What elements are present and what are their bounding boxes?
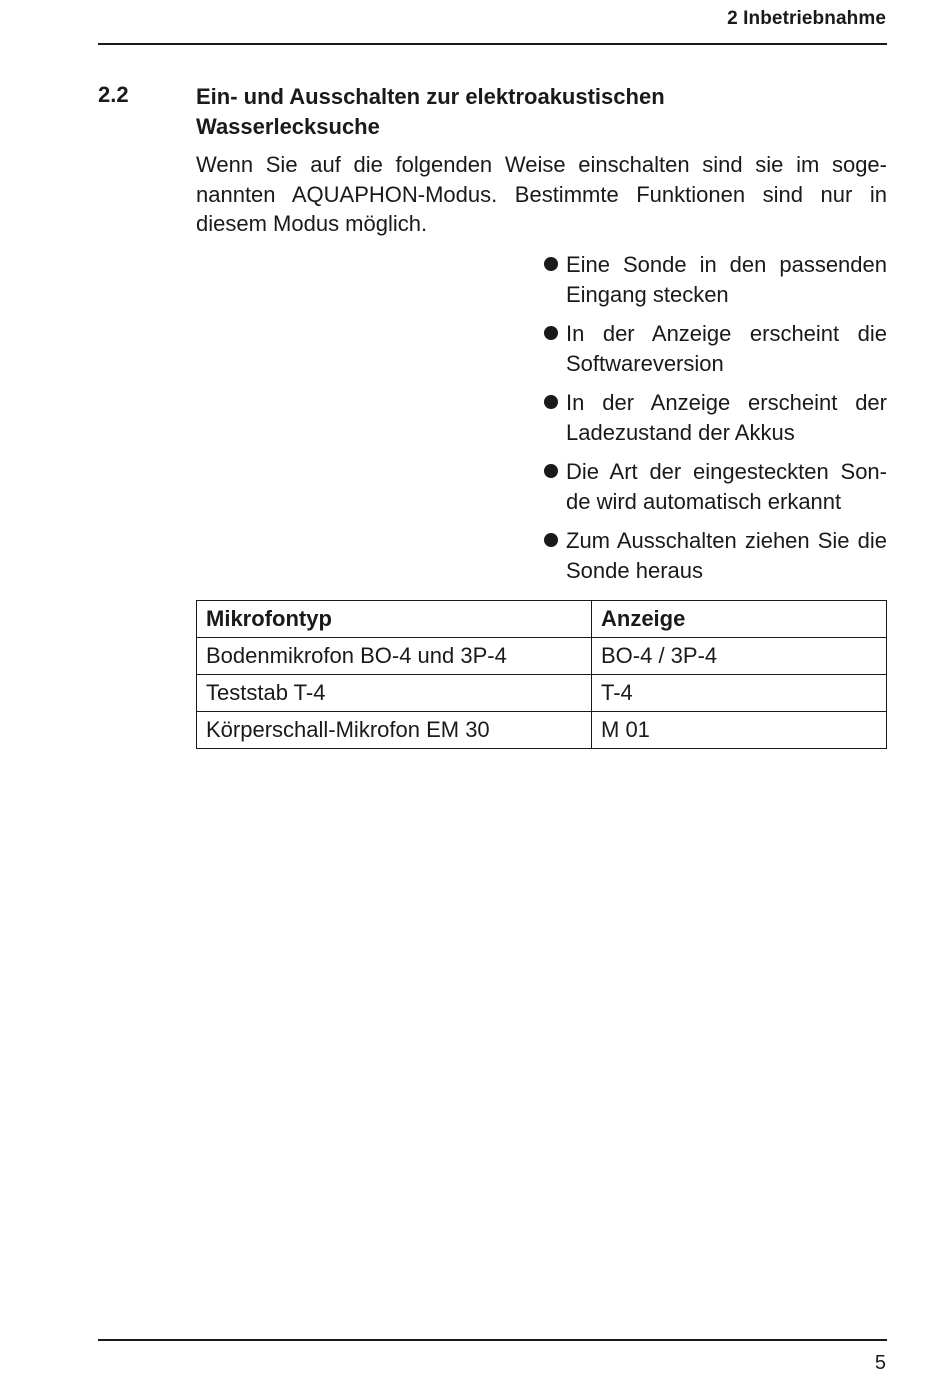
column-header-anzeige: Anzeige xyxy=(592,601,887,638)
footer-rule xyxy=(98,1339,887,1341)
table-cell: Bodenmikrofon BO-4 und 3P-4 xyxy=(197,638,592,675)
table-cell: Teststab T-4 xyxy=(197,675,592,712)
step-text: Zum Ausschalten ziehen Sie die Sonde heraus xyxy=(566,528,887,583)
bullet-icon xyxy=(542,526,566,556)
step-text: Eine Sonde in den passenden Eingang stecken xyxy=(566,252,887,307)
section-number: 2.2 xyxy=(98,82,129,107)
list-item xyxy=(542,457,887,516)
steps-list xyxy=(542,250,887,595)
table-header-row xyxy=(197,601,887,638)
page-number: 5 xyxy=(874,1352,886,1374)
list-item xyxy=(542,319,887,378)
list-item xyxy=(542,250,887,309)
intro-paragraph: Wenn Sie auf die folgenden Weise einschalten sind sie im soge-nannten AQUAPHON-Modus. Bestimmte Funktionen sind nur in diesem Modus möglich. xyxy=(196,152,887,236)
bullet-icon xyxy=(542,388,566,418)
list-item xyxy=(542,526,887,585)
header-rule xyxy=(98,43,887,45)
section-title: Ein- und Ausschalten zur elektroakustischen Wasserlecksuche xyxy=(196,84,665,139)
step-text: In der Anzeige erscheint der Ladezustand der Akkus xyxy=(566,390,887,445)
step-text: In der Anzeige erscheint die Softwareversion xyxy=(566,321,887,376)
table-row xyxy=(197,675,887,712)
table-cell: Körperschall-Mikrofon EM 30 xyxy=(197,712,592,749)
table-row xyxy=(197,638,887,675)
list-item xyxy=(542,388,887,447)
column-header-mikrofontyp: Mikrofontyp xyxy=(197,601,592,638)
table-cell: M 01 xyxy=(592,712,887,749)
bullet-icon xyxy=(542,457,566,487)
running-header: 2 Inbetriebnahme xyxy=(727,8,886,29)
table-row xyxy=(197,712,887,749)
table-cell: T-4 xyxy=(592,675,887,712)
microphone-table xyxy=(196,600,887,749)
bullet-icon xyxy=(542,250,566,280)
bullet-icon xyxy=(542,319,566,349)
step-text: Die Art der eingesteckten Son-de wird automatisch erkannt xyxy=(566,459,887,514)
table-cell: BO-4 / 3P-4 xyxy=(592,638,887,675)
